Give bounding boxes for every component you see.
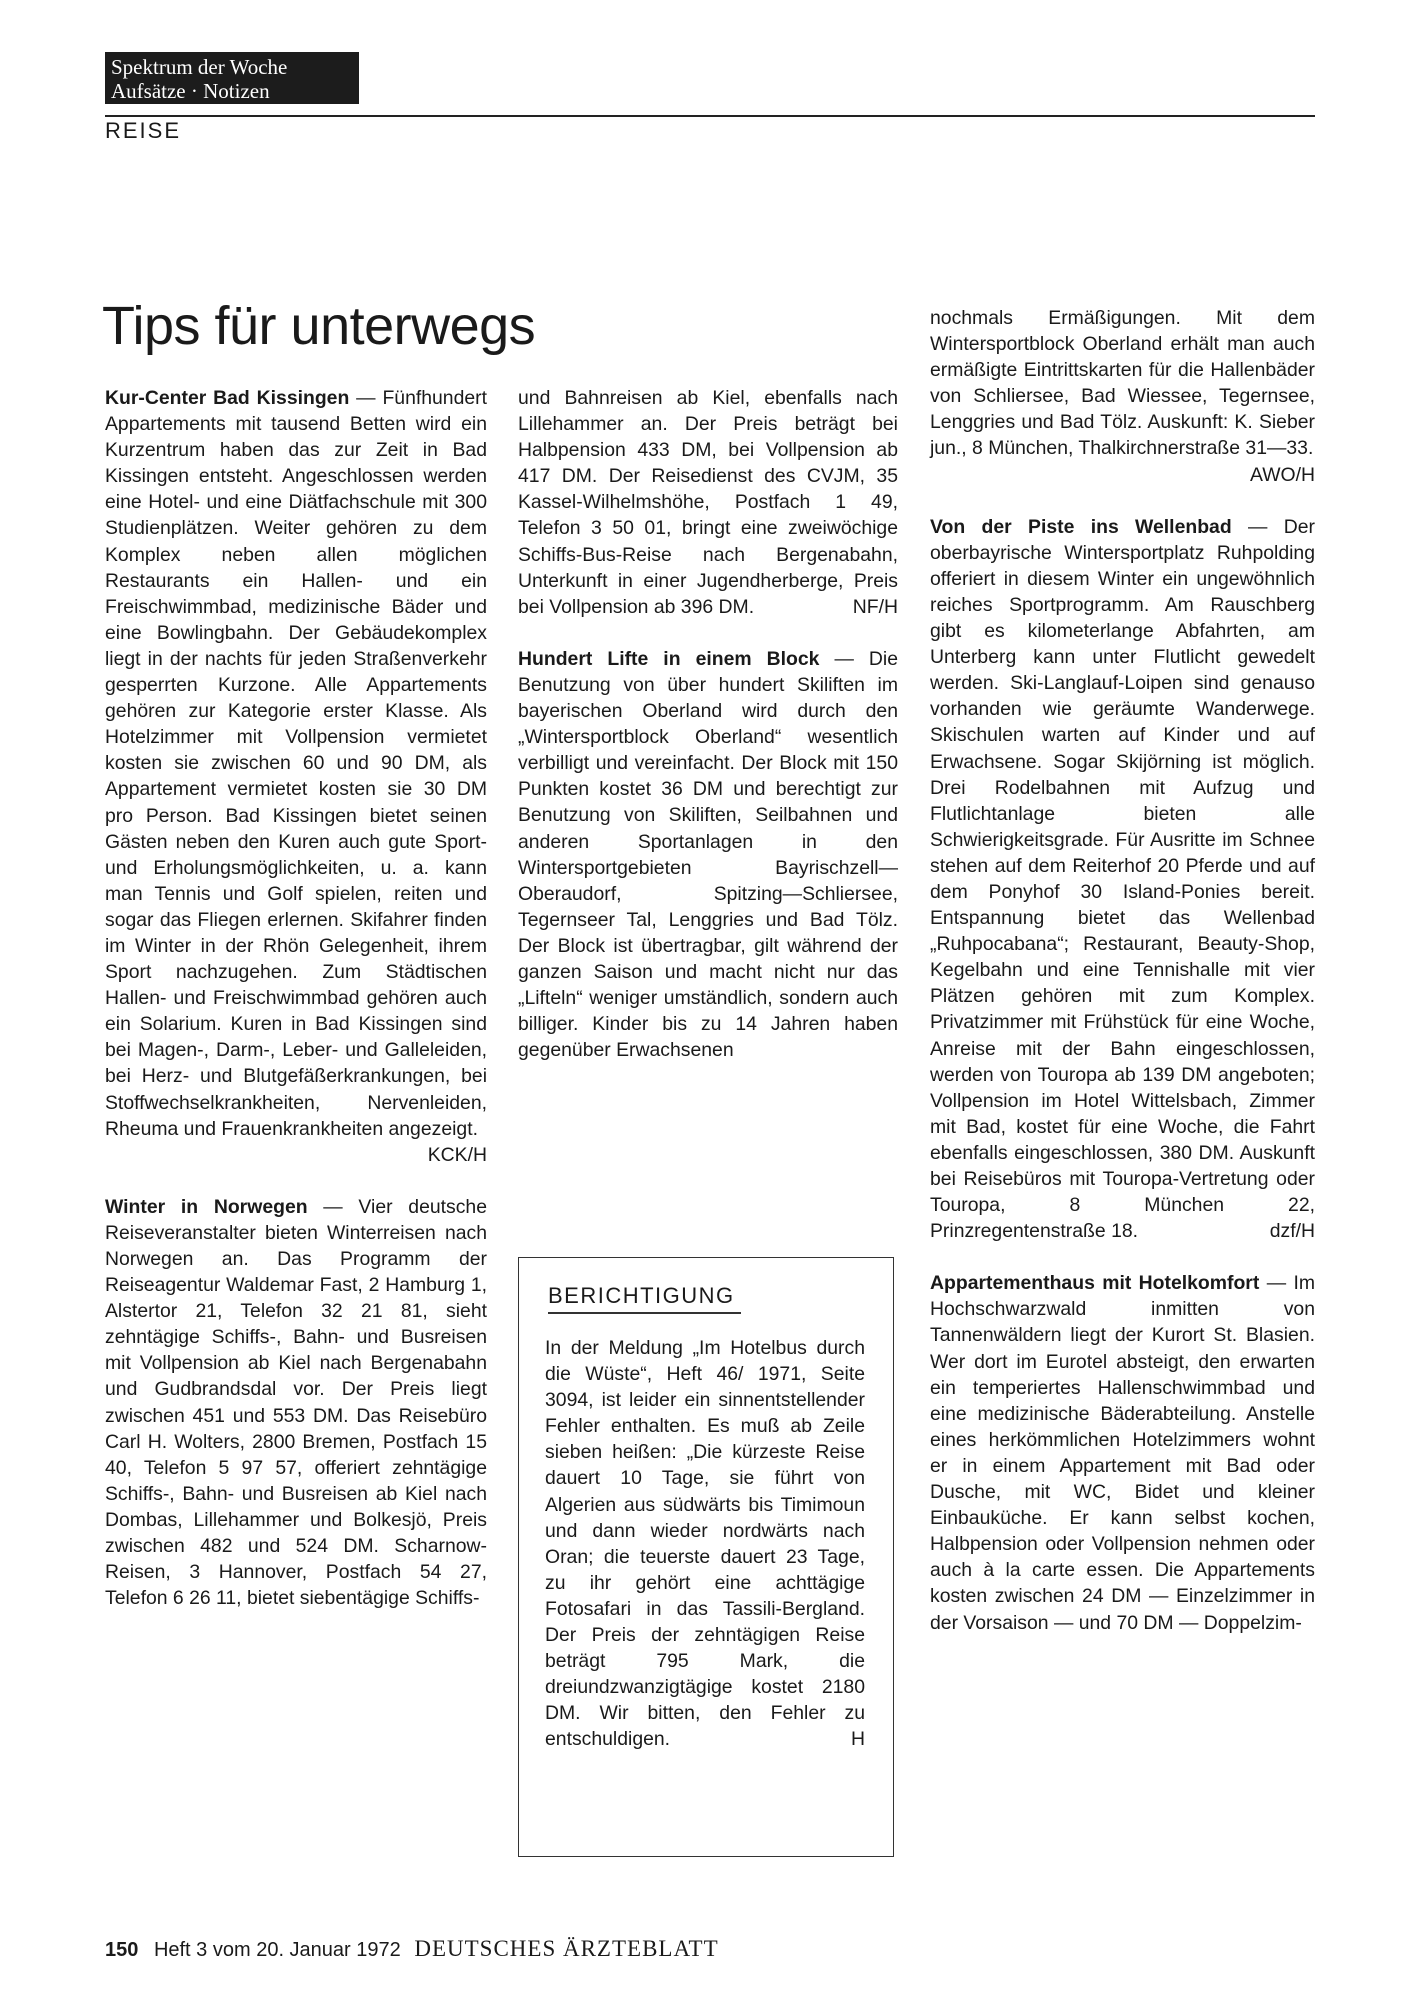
page-footer [105, 1936, 719, 1962]
article-body: — Die Benutzung von über hundert Skiliften im bayerischen Oberland wird durch den „Wintersportblock Oberland“ wesentlich verbilligt und vereinfacht. Der Block mit 150 Punkten kostet 36 DM und berechtigt zur Benutzung von Skiliften, Seilbahnen und anderen Sportanlagen in den Wintersportgebieten Bayrischzell—Oberaudorf, Spitzing—Schliersee, Tegernseer Tal, Lenggries und Bad Tölz. Der Block ist übertragbar, gilt während der ganzen Saison und macht nicht nur das „Lifteln“ weniger umständlich, sondern auch billiger. Kinder bis zu 14 Jahren haben gegenüber Erwachsenen [518, 647, 898, 1062]
article-body: — Der oberbayrische Wintersportplatz Ruhpolding offeriert in diesem Winter ein ungewöhnlich reiches Sportprogramm. Am Rauschberg gibt es kilometerlange Abfahrten, am Unterberg kann unter Flutlicht gewedelt werden. Ski-Langlauf-Loipen sind genauso vorhanden wie geräumte Wanderwege. Skischulen warten auf Kinder und auf Erwachsene. Sogar Skijörning ist möglich. Drei Rodelbahnen mit Aufzug und Flutlichtanlage bieten alle Schwierigkeitsgrade. Für Ausritte im Schnee stehen auf dem Reiterhof 20 Pferde und auf dem Ponyhof 30 Island-Ponies bereit. Entspannung bietet das Wellenbad „Ruhpocabana“; Restaurant, Beauty-Shop, Kegelbahn und eine Tennishalle mit vier Plätzen gehören mit zum Komplex. Privatzimmer mit Frühstück für eine Woche, Anreise mit der Bahn eingeschlossen, werden von Touropa ab 139 DM angeboten; Vollpension im Hotel Wittelsbach, Zimmer mit Bad, kostet für eine Woche, die Fahrt ebenfalls eingeschlossen, 380 DM. Auskunft bei Reisebüros mit Touropa-Vertretung oder Touropa, 8 München 22, Prinzregentenstraße 18. [930, 515, 1315, 1243]
column-3 [930, 305, 1315, 1636]
page-title: Tips für unterwegs [102, 296, 536, 356]
correction-text: In der Meldung „Im Hotelbus durch die Wüste“, Heft 46/ 1971, Seite 3094, ist leider ein sinnentstellender Fehler enthalten. Es muß ab Zeile sieben heißen: „Die kürzeste Reise dauert 10 Tage, sie führt von Algerien aus südwärts bis Timimoun und dann wieder nordwärts nach Oran; die teuerste dauert 23 Tage, zu ihr gehört eine achttägige Fotosafari in das Tassili-Bergland. Der Preis der zehntägigen Reise beträgt 795 Mark, die dreiundzwanzigtägige kostet 2180 DM. Wir bitten, den Fehler zu entschuldigen. [545, 1337, 865, 1751]
article-body: nochmals Ermäßigungen. Mit dem Wintersportblock Oberland erhält man auch ermäßigte Eintrittskarten für die Hallenbäder von Schliersee, Bad Wiessee, Tegernsee, Lenggries und Bad Tölz. Auskunft: K. Sieber jun., 8 München, Thalkirchnerstraße 31—33. [930, 307, 1315, 460]
correction-body [545, 1335, 865, 1753]
page-number: 150 [105, 1939, 139, 1961]
column-2 [518, 385, 898, 1063]
article-body: — Fünfhundert Appartements mit tausend Betten wird ein Kurzentrum haben das zur Zeit in Bad Kissingen entsteht. Angeschlossen werden eine Hotel- und eine Diätfachschule mit 300 Studienplätzen. Weiter gehören zu dem Komplex neben allen möglichen Restaurants ein Hallen- und ein Freischwimmbad, medizinische Bäder und eine Bowlingbahn. Der Gebäudekomplex liegt in der nachts für jeden Straßenverkehr gesperrten Kurzone. Alle Appartements gehören zur Kategorie erster Klasse. Als Hotelzimmer mit Vollpension vermietet kosten sie zwischen 60 und 90 DM, als Appartement vermietet kosten sie 30 DM pro Person. Bad Kissingen bietet seinen Gästen neben den Kuren auch gute Sport- und Erholungsmöglichkeiten, u. a. kann man Tennis und Golf spielen, reiten und sogar das Fliegen erlernen. Skifahrer finden im Winter in der Rhön Gelegenheit, ihrem Sport nachzugehen. Zum Städtischen Hallen- und Freischwimmbad gehören auch ein Solarium. Kuren in Bad Kissingen sind bei Magen-, Darm-, Leber- und Galleleiden, bei Herz- und Blutgefäßerkrankungen, bei Stoffwechselkrankheiten, Nervenleiden, Rheuma und Frauenkrankheiten angezeigt. [105, 387, 488, 1140]
article-piste [930, 514, 1315, 1245]
correction-title: BERICHTIGUNG [548, 1283, 735, 1308]
section-badge [105, 52, 359, 104]
article-norwegen-continued [518, 385, 898, 620]
article-body: — Vier deutsche Reiseveranstalter bieten Winterreisen nach Norwegen an. Das Programm der Reiseagentur Waldemar Fast, 2 Hamburg 1, Alstertor 21, Telefon 32 21 81, sieht zehntägige Schiffs-, Bahn- und Busreisen mit Vollpension ab Kiel nach Bergenabahn und Gudbrandsdal vor. Der Preis liegt zwischen 451 und 553 DM. Das Reisebüro Carl H. Wolters, 2800 Bremen, Postfach 15 40, Telefon 5 97 57, offeriert zehntägige Schiffs-, Bahn- und Busreisen ab Kiel nach Dombas, Lillehammer und Bolkesjö, Preis zwischen 482 und 524 DM. Scharnow-Reisen, 3 Hannover, Postfach 54 27, Telefon 6 26 11, bietet siebentägige Schiffs- [105, 1195, 487, 1610]
article-signature: AWO/H [1250, 463, 1315, 486]
article-appartement [930, 1270, 1315, 1635]
issue-info: Heft 3 vom 20. Januar 1972 [153, 1939, 401, 1961]
correction-signature: H [850, 1728, 865, 1751]
correction-title-rule [548, 1312, 741, 1314]
article-norwegen [105, 1194, 487, 1612]
article-heading: Hundert Lifte in einem Block [518, 647, 820, 670]
article-lifte [518, 646, 898, 1064]
section-label: REISE [105, 118, 182, 143]
article-kur [105, 385, 488, 1166]
article-heading: Winter in Norwegen [105, 1195, 308, 1218]
article-heading: Kur-Center Bad Kissingen [105, 387, 350, 409]
article-signature: NF/H [852, 595, 898, 618]
column-1 [105, 385, 487, 1611]
article-signature: dzf/H [1269, 1220, 1315, 1243]
article-body: — Im Hochschwarzwald inmitten von Tannenwäldern liegt der Kurort St. Blasien. Wer dort im Eurotel absteigt, den erwarten ein temperiertes Hallenschwimmbad und eine medizinische Bäderabteilung. Anstelle eines herkömmlichen Hotelzimmers wohnt er in einem Appartement mit Bad oder Dusche, mit WC, Bidet und kleiner Einbauküche. Er kann selbst kochen, Halbpension oder Vollpension nehmen oder auch à la carte essen. Die Appartements kosten zwischen 24 DM — Einzelzimmer in der Vorsaison — und 70 DM — Doppelzim- [930, 1272, 1315, 1634]
article-body: und Bahnreisen ab Kiel, ebenfalls nach Lillehammer an. Der Preis beträgt bei Halbpension 433 DM, bei Vollpension ab 417 DM. Der Reisedienst des CVJM, 35 Kassel-Wilhelmshöhe, Postfach 1 49, Telefon 3 50 01, bringt eine zweiwöchige Schiffs-Bus-Reise nach Bergenabahn, Unterkunft in einer Jugendherberge, Preis bei Vollpension ab 396 DM. [518, 387, 898, 618]
header-rule [105, 115, 1315, 117]
article-heading: Von der Piste ins Wellenbad [930, 515, 1232, 538]
badge-line-1: Spektrum der Woche [111, 55, 288, 79]
article-signature: KCK/H [427, 1143, 487, 1166]
magazine-name: DEUTSCHES ÄRZTEBLATT [414, 1936, 719, 1961]
article-heading: Appartementhaus mit Hotelkomfort [930, 1272, 1260, 1295]
badge-line-2: Aufsätze · Notizen [111, 79, 270, 103]
article-lifte-continued [930, 305, 1315, 486]
